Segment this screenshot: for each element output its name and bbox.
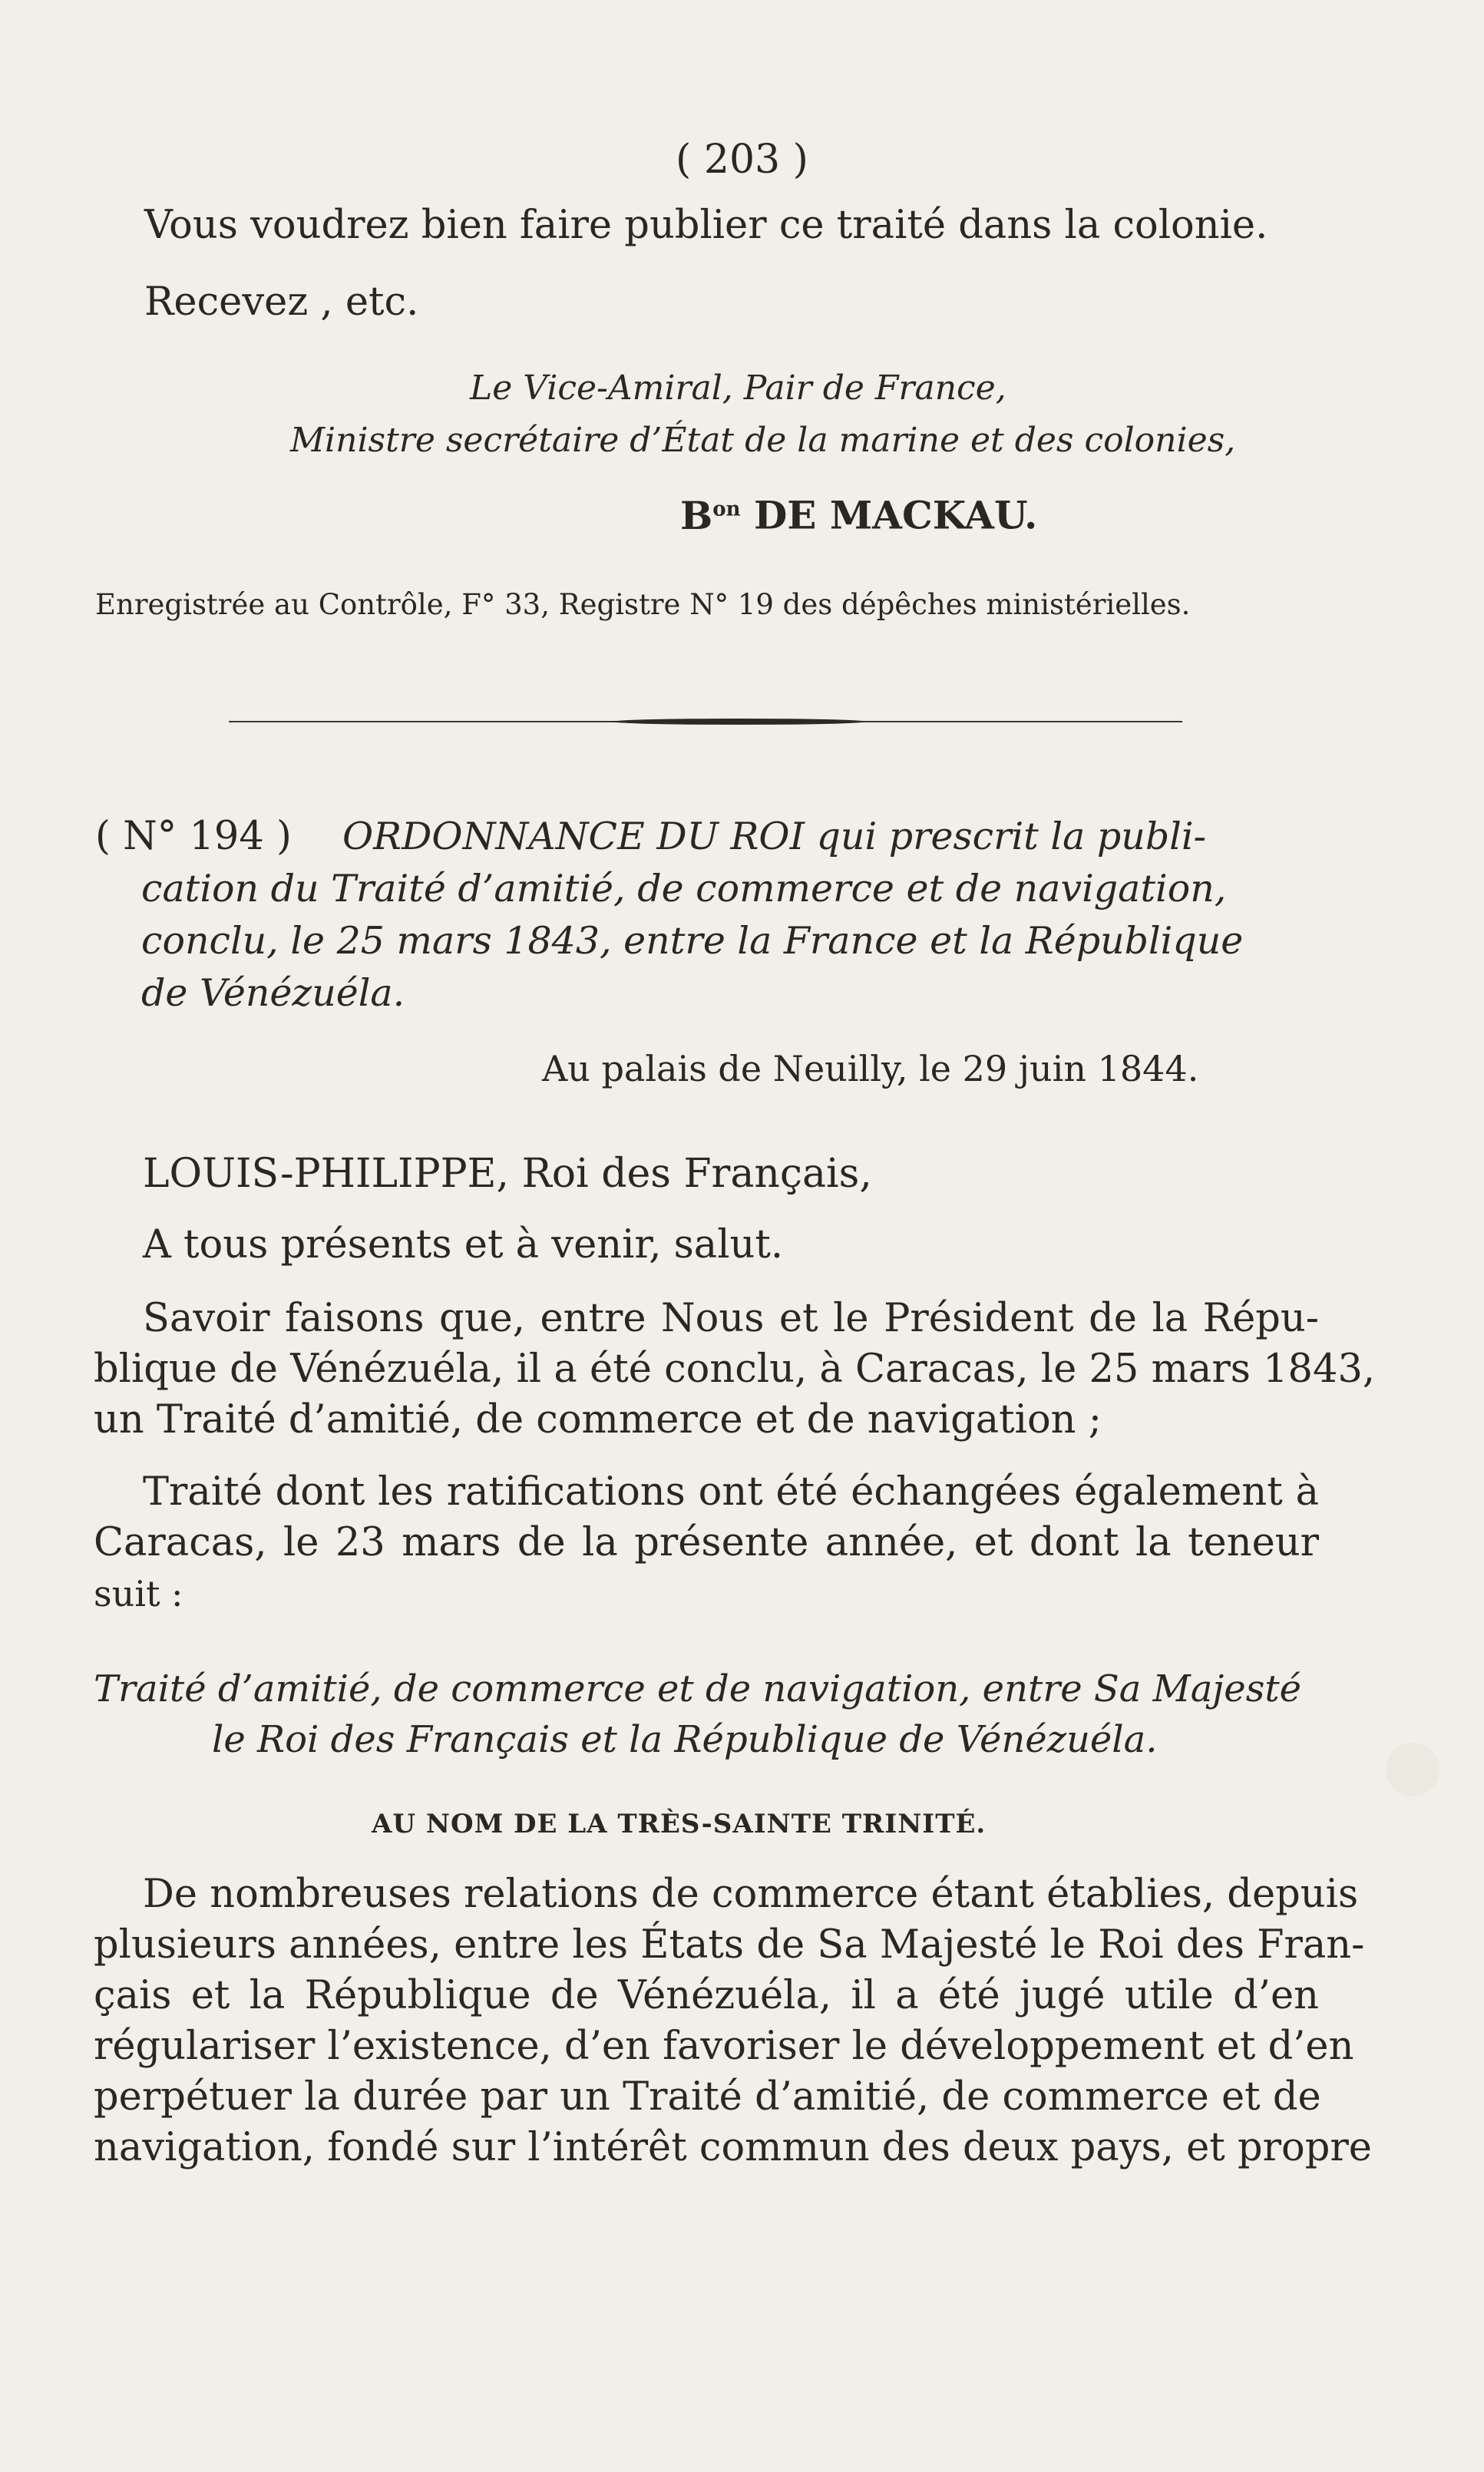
trinity-invocation: AU NOM DE LA TRÈS-SAINTE TRINITÉ.	[372, 1809, 987, 1839]
salut-line: A tous présents et à venir, salut.	[143, 1222, 784, 1267]
savoir-line-1: Savoir faisons que, entre Nous et le Président de la Répu-	[143, 1296, 1319, 1341]
closing-line: Vous voudrez bien faire publier ce traité dans la colonie.	[144, 203, 1268, 248]
closing-salutation: Recevez , etc.	[144, 279, 419, 325]
traite-dont-line-2: Caracas, le 23 mars de la présente année, et dont la teneur	[94, 1520, 1319, 1565]
traite-dont-line-1: Traité dont les ratifications ont été échangées également à	[143, 1469, 1319, 1515]
page-number: ( 203 )	[676, 137, 808, 183]
signature-prefix: $B^{on}$	[680, 492, 741, 538]
ordonnance-dateline: Au palais de Neuilly, le 29 juin 1844.	[542, 1048, 1199, 1089]
treaty-title-line-2: le Roi des Français et la République de Vénézuéla.	[212, 1718, 1158, 1761]
preamble-line-2: plusieurs années, entre les États de Sa Majesté le Roi des Fran-	[94, 1922, 1365, 1968]
treaty-title-line-1: Traité d’amitié, de commerce et de navigation, entre Sa Majesté	[94, 1667, 1302, 1710]
ordonnance-heading-line-1: ORDONNANCE DU ROI qui prescrit la publi-	[342, 815, 1207, 858]
savoir-line-3: un Traité d’amitié, de commerce et de navigation ;	[94, 1397, 1102, 1443]
signature-name	[680, 485, 1037, 540]
ordonnance-heading-line-2: cation du Traité d’amitié, de commerce et de navigation,	[141, 867, 1227, 910]
ordonnance-heading-line-4: de Vénézuéla.	[141, 971, 405, 1015]
signature-title-line-1: Le Vice-Amiral, Pair de France,	[470, 368, 1006, 408]
registration-note: Enregistrée au Contrôle, F° 33, Registre N° 19 des dépêches ministérielles.	[95, 588, 1191, 621]
preamble-line-5: perpétuer la durée par un Traité d’amitié, de commerce et de	[94, 2074, 1321, 2120]
king-title: LOUIS-PHILIPPE, Roi des Français,	[143, 1151, 872, 1197]
signature-title-line-2: Ministre secrétaire d’État de la marine et des colonies,	[290, 421, 1236, 460]
preamble-line-4: régulariser l’existence, d’en favoriser le développement et d’en	[94, 2024, 1354, 2069]
savoir-line-2: blique de Vénézuéla, il a été conclu, à Caracas, le 25 mars 1843,	[94, 1347, 1376, 1392]
preamble-line-1: De nombreuses relations de commerce étant établies, depuis	[143, 1872, 1359, 1917]
ordonnance-heading-line-3: conclu, le 25 mars 1843, entre la France et la République	[141, 919, 1244, 963]
preamble-line-6: navigation, fondé sur l’intérêt commun des deux pays, et propre	[94, 2125, 1372, 2170]
paper-stain	[1386, 1743, 1439, 1796]
preamble-line-3: çais et la République de Vénézuéla, il a été jugé utile d’en	[94, 1973, 1319, 2018]
traite-dont-line-3: suit :	[94, 1573, 183, 1614]
ordonnance-number: ( N° 194 )	[95, 814, 292, 859]
section-divider	[229, 719, 1182, 723]
signature-surname: DE MACKAU.	[753, 492, 1038, 538]
